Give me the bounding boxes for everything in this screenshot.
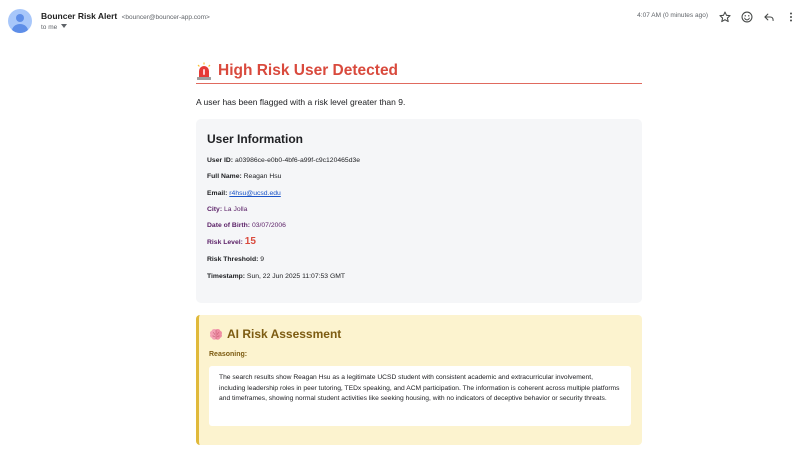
field-date-of-birth <box>207 220 631 236</box>
field-label: User ID: <box>207 157 234 164</box>
sender-email: <bouncer@bouncer-app.com> <box>121 14 210 21</box>
risk-level-value: 15 <box>244 236 256 248</box>
ai-assessment-title: AI Risk Assessment <box>227 327 342 341</box>
user-info-title: User Information <box>207 132 304 146</box>
field-label: Risk Threshold: <box>207 256 259 264</box>
field-label: City: <box>207 205 223 213</box>
field-value: La Jolla <box>224 205 248 213</box>
field-risk-level <box>207 236 631 254</box>
more-vert-icon[interactable] <box>784 10 798 24</box>
user-info-card <box>196 119 642 303</box>
email-timestamp: 4:07 AM (0 minutes ago) <box>637 12 708 19</box>
field-label: Full Name: <box>207 173 242 181</box>
reasoning-label: Reasoning: <box>209 351 248 358</box>
field-risk-threshold <box>207 254 631 270</box>
recipient-label: to me <box>41 24 58 31</box>
field-timestamp <box>207 271 631 287</box>
field-user-id <box>207 155 631 171</box>
reasoning-text: The search results show Reagan Hsu as a legitimate UCSD student with consistent academic and extracurricular involvement, including leadership roles in peer tutoring, TEDx speaking, and ACM participation. The information is coherent across multiple platforms and timeframes, showing normal student activities like seeking housing, with no indicators of deceptive behavior or security threats. <box>209 366 631 426</box>
field-label: Timestamp: <box>207 272 246 280</box>
alert-title: High Risk User Detected <box>218 61 399 79</box>
sender-name[interactable]: Bouncer Risk Alert <box>41 11 118 21</box>
ai-assessment-card <box>196 315 642 445</box>
brain-icon <box>209 328 223 341</box>
alert-intro: A user has been flagged with a risk level greater than 9. <box>196 97 406 107</box>
field-value: 9 <box>260 256 265 264</box>
email-header <box>0 0 806 40</box>
field-value: a03986ce-e0b0-4bf6-a99f-c9c120465d3e <box>234 157 361 164</box>
star-icon[interactable] <box>718 10 732 24</box>
sender-line <box>41 11 210 21</box>
email-link[interactable]: r4hsu@ucsd.edu <box>229 189 281 197</box>
field-city <box>207 204 631 220</box>
field-value: 03/07/2006 <box>251 222 286 230</box>
field-full-name <box>207 171 631 187</box>
ai-assessment-heading <box>209 326 631 342</box>
recipient-line[interactable] <box>41 24 67 31</box>
field-label: Email: <box>207 189 228 197</box>
reply-icon[interactable] <box>762 10 776 24</box>
sender-avatar[interactable] <box>8 9 32 33</box>
emoji-icon[interactable] <box>740 10 754 24</box>
chevron-down-icon[interactable] <box>61 24 67 28</box>
email-body <box>196 58 642 445</box>
field-label: Date of Birth: <box>207 222 251 230</box>
alert-heading <box>196 58 642 84</box>
field-value: Sun, 22 Jun 2025 11:07:53 GMT <box>246 272 346 280</box>
siren-icon <box>196 62 212 80</box>
field-label: Risk Level: <box>207 239 243 247</box>
field-email <box>207 188 631 204</box>
field-value: Reagan Hsu <box>243 173 282 181</box>
